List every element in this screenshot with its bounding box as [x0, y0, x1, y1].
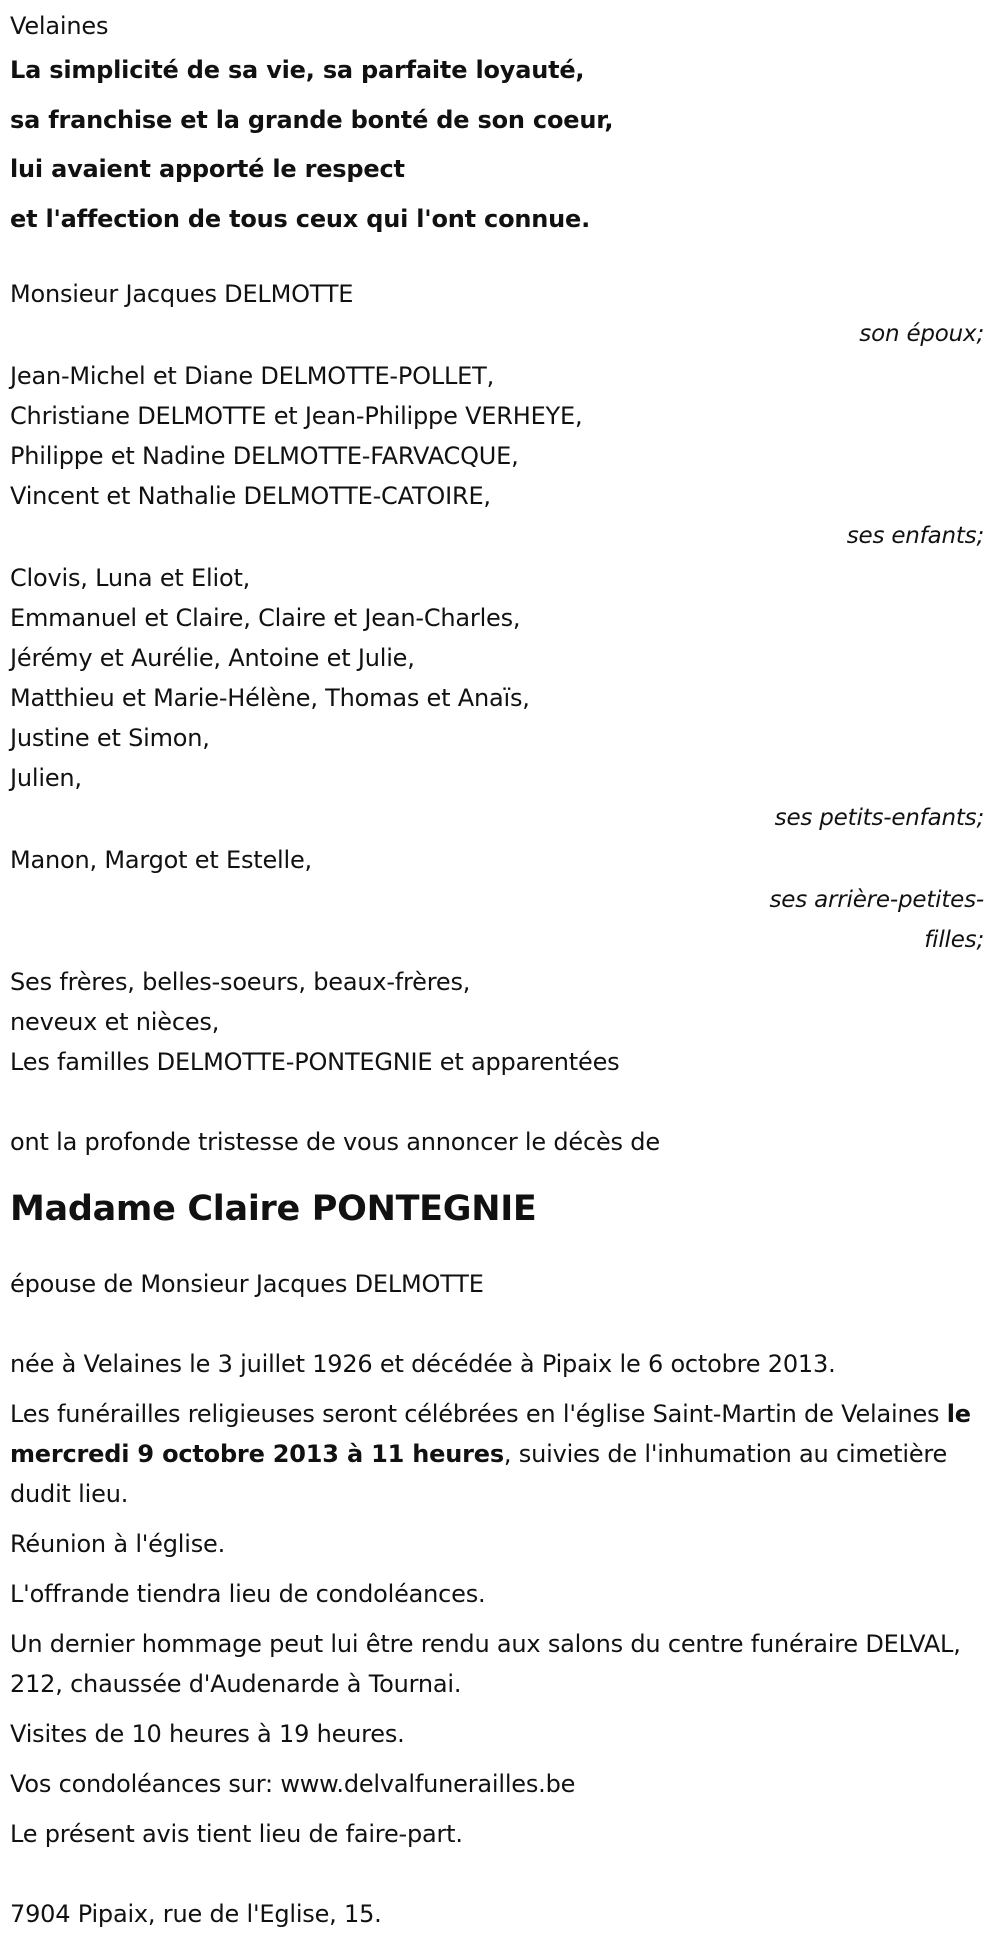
great-grandchild-name: Manon, Margot et Estelle, — [10, 846, 312, 874]
family-great-grandchildren — [10, 840, 990, 960]
grandchild-name: Jérémy et Aurélie, Antoine et Julie, — [10, 644, 415, 672]
quote-line: lui avaient apporté le respect — [10, 155, 405, 183]
relatives-line: Les familles DELMOTTE-PONTEGNIE et apparentées — [10, 1048, 620, 1076]
relation-label: ses enfants; — [846, 523, 984, 549]
grandchild-name: Matthieu et Marie-Hélène, Thomas et Anaïs, — [10, 684, 530, 712]
relatives-line: neveux et nièces, — [10, 1008, 220, 1036]
visits-info: Visites de 10 heures à 19 heures. — [10, 1720, 405, 1748]
condolences-link[interactable]: www.delvalfunerailles.be — [280, 1770, 576, 1798]
family-others — [10, 962, 990, 1082]
meeting-info: Réunion à l'église. — [10, 1530, 226, 1558]
spouse-line: épouse de Monsieur Jacques DELMOTTE — [10, 1270, 484, 1298]
ceremony-text-pre: Les funérailles religieuses seront célébrées en l'église Saint-Martin de Velaines — [10, 1400, 947, 1428]
quote-block — [10, 46, 990, 244]
relation-label: filles; — [924, 927, 984, 953]
family-children — [10, 356, 990, 556]
relatives-line: Ses frères, belles-soeurs, beaux-frères, — [10, 968, 471, 996]
address: 7904 Pipaix, rue de l'Eglise, 15. — [10, 1900, 382, 1928]
deceased-name: Madame Claire PONTEGNIE — [10, 1189, 537, 1229]
quote-line: sa franchise et la grande bonté de son coeur, — [10, 105, 614, 134]
funeral-ceremony — [10, 1394, 990, 1514]
ceremony-text-post: , suivies de l'inhumation au cimetière dudit lieu. — [10, 1440, 948, 1508]
notice-text: Le présent avis tient lieu de faire-part. — [10, 1820, 463, 1848]
child-name: Jean-Michel et Diane DELMOTTE-POLLET, — [10, 362, 495, 390]
tribute-info: Un dernier hommage peut lui être rendu aux salons du centre funéraire DELVAL, 212, chaussée d'Audenarde à Tournai. — [10, 1630, 961, 1698]
grandchild-name: Julien, — [10, 764, 82, 792]
child-name: Philippe et Nadine DELMOTTE-FARVACQUE, — [10, 442, 519, 470]
child-name: Christiane DELMOTTE et Jean-Philippe VERHEYE, — [10, 402, 583, 430]
place-name: Velaines — [10, 12, 109, 40]
spouse-name: Monsieur Jacques DELMOTTE — [10, 280, 354, 308]
condolences-label: Vos condoléances sur: — [10, 1770, 281, 1798]
condolences-info — [10, 1764, 990, 1804]
relation-label: ses arrière-petites- — [769, 887, 984, 913]
family-spouse — [10, 274, 990, 354]
quote-line: La simplicité de sa vie, sa parfaite loyauté, — [10, 56, 585, 84]
ceremony-date: le mercredi 9 octobre 2013 à 11 heures — [10, 1400, 971, 1468]
grandchild-name: Clovis, Luna et Eliot, — [10, 564, 251, 592]
relation-label: ses petits-enfants; — [774, 805, 984, 831]
child-name: Vincent et Nathalie DELMOTTE-CATOIRE, — [10, 482, 491, 510]
relation-label: son époux; — [859, 321, 984, 347]
grandchild-name: Justine et Simon, — [10, 724, 210, 752]
birth-death-line: née à Velaines le 3 juillet 1926 et décédée à Pipaix le 6 octobre 2013. — [10, 1350, 836, 1378]
offering-info: L'offrande tiendra lieu de condoléances. — [10, 1580, 486, 1608]
grandchild-name: Emmanuel et Claire, Claire et Jean-Charles, — [10, 604, 521, 632]
family-grandchildren — [10, 558, 990, 838]
announcement-text: ont la profonde tristesse de vous annoncer le décès de — [10, 1128, 660, 1156]
quote-line: et l'affection de tous ceux qui l'ont connue. — [10, 204, 591, 233]
